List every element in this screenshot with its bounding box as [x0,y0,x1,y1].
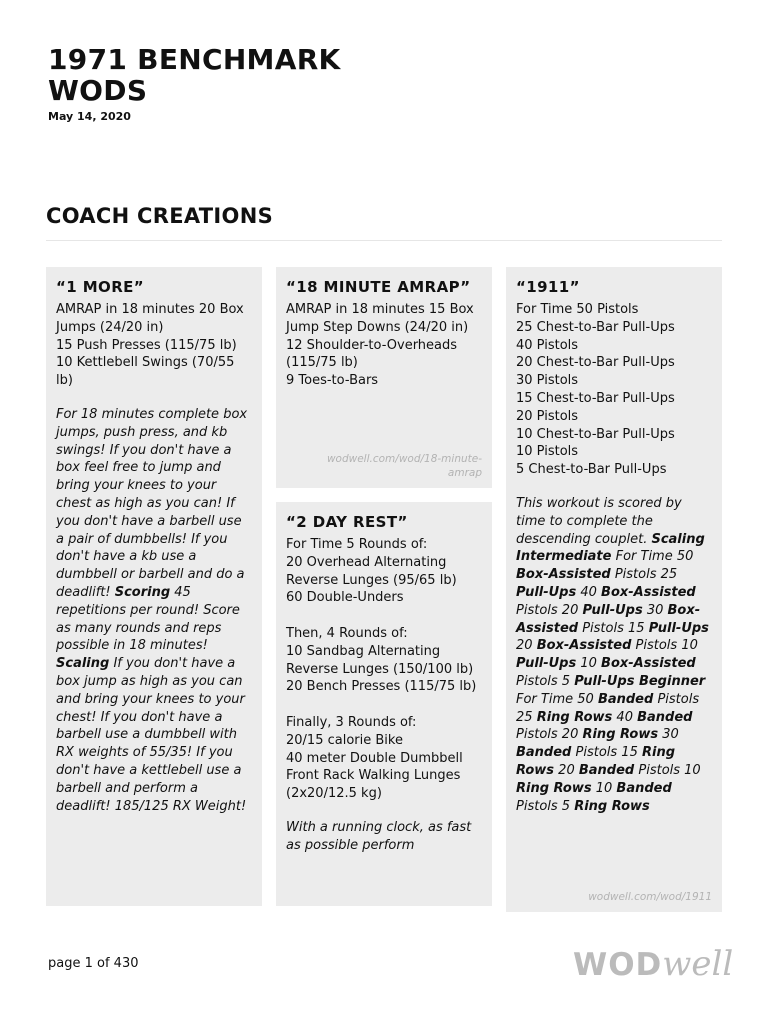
wod-card-title: “1911” [516,278,580,296]
wod-card-1-more [46,267,262,906]
section-title: COACH CREATIONS [46,204,273,228]
wod-card-title: “2 DAY REST” [286,513,408,531]
document-title: 1971 BENCHMARK WODS [48,43,341,107]
wod-card-title: “18 MINUTE AMRAP” [286,278,471,296]
wod-card-notes: With a running clock, as fast as possible perform [286,819,472,853]
wod-card-notes: For 18 minutes complete box jumps, push press, and kb swings! If you don't have a box feel free to jump and bring your knees to your chest as high as you can! If you don't have a barbell use a pair of dumbbells! If you don't have a kb use a dumbbell or barbell and do a deadlift! Scoring 45 repetitions per round! Score as many rounds and reps possible in 18 minutes! Scaling If you don't have a box jump as high as you can and bring your knees to your chest! If you don't have a barbell use a dumbbell with RX weights of 55/35! If you don't have a kettlebell use a barbell and perform a deadlift! 185/125 RX Weight! [56,406,248,814]
wod-card-scaling: Scaling Intermediate For Time 50 Box-Assisted Pistols 25 Pull-Ups 40 Box-Assisted Pistols 20 Pull-Ups 30 Box-Assisted Pistols 15 Pull-Ups 20 Box-Assisted Pistols 10 Pull-Ups 10 Box-Assisted Pistols 5 Pull-Ups Beginner For Time 50 Banded Pistols 25 Ring Rows 40 Banded Pistols 20 Ring Rows 30 Banded Pistols 15 Ring Rows 20 Banded Pistols 10 Ring Rows 10 Banded Pistols 5 Ring Rows [516,531,709,814]
wodwell-logo: WODwell [573,944,734,984]
wod-card-2-day-rest [276,502,492,906]
wod-source-link[interactable]: wodwell.com/wod/18-minute-amrap [326,453,482,479]
wod-card-title: “1 MORE” [56,278,145,296]
wod-card-workout: AMRAP in 18 minutes 15 Box Jump Step Downs (24/20 in) 12 Shoulder-to-Overheads (115/75 lb) 9 Toes-to-Bars [286,302,474,389]
wod-card-18-minute-amrap [276,267,492,488]
section-divider [46,240,722,241]
wod-card-workout: AMRAP in 18 minutes 20 Box Jumps (24/20 in) 15 Push Presses (115/75 lb) 10 Kettlebell Swings (70/55 lb) [56,302,244,389]
wod-card-1911 [506,267,722,912]
document-date: May 14, 2020 [48,110,131,123]
wod-card-notes: This workout is scored by time to complete the descending couplet. Scaling Intermediate For Time 50 Box-Assisted Pistols 25 Pull-Ups 40 Box-Assisted Pistols 20 Pull-Ups 30 Box-Assisted Pistols 15 Pull-Ups 20 Box-Assisted Pistols 10 Pull-Ups 10 Box-Assisted Pistols 5 Pull-Ups Beginner For Time 50 Banded Pistols 25 Ring Rows 40 Banded Pistols 20 Ring Rows 30 Banded Pistols 15 Ring Rows 20 Banded Pistols 10 Ring Rows 10 Banded Pistols 5 Ring Rows [516,495,709,814]
page-number: page 1 of 430 [48,956,139,971]
wod-source-link[interactable]: wodwell.com/wod/1911 [588,891,712,903]
wod-card-workout: For Time 5 Rounds of: 20 Overhead Alternating Reverse Lunges (95/65 lb) 60 Double-Unders Then, 4 Rounds of: 10 Sandbag Alternating Reverse Lunges (150/100 lb) 20 Bench Presses (115/75 lb) Finally, 3 Rounds of: 20/15 calorie Bike 40 meter Double Dumbbell Front Rack Walking Lunges (2x20/12.5 kg) [286,537,477,802]
wod-card-workout: For Time 50 Pistols 25 Chest-to-Bar Pull-Ups 40 Pistols 20 Chest-to-Bar Pull-Ups 30 Pistols 15 Chest-to-Bar Pull-Ups 20 Pistols 10 Chest-to-Bar Pull-Ups 10 Pistols 5 Chest-to-Bar Pull-Ups [516,302,675,478]
